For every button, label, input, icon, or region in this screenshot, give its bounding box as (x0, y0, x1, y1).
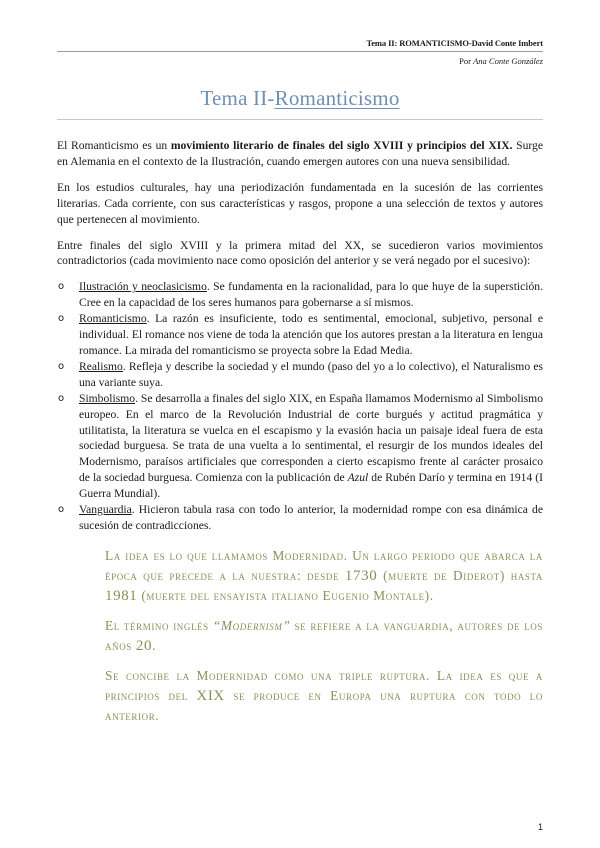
note-number: XIX (196, 687, 225, 704)
bullet-marker: o (58, 313, 65, 325)
list-item (57, 359, 543, 391)
note-text: . (152, 637, 157, 653)
header-author-prefix: Por (459, 56, 471, 66)
page-number: 1 (537, 822, 543, 832)
list-item-term: Vanguardia (79, 503, 132, 517)
paragraph-periodization: En los estudios culturales, hay una periodización fundamentada en la sucesión de las corrientes literarias. Cada corriente, con sus características y rasgos, propone a una selección de textos y autores que pertenecen al movimiento. (57, 180, 543, 226)
page-title (57, 86, 543, 111)
note-text: (muerte del ensayista italiano Eugenio Montale). (137, 587, 434, 603)
header-author-line (459, 56, 543, 66)
bullet-marker: o (58, 360, 65, 372)
list-item-text: . Se fundamenta en la racionalidad, para lo que huye de la superstición. Cree en la capacidad de los seres humanos para gobernarse a sí mismos. (79, 280, 543, 310)
list-item (57, 279, 543, 311)
list-item (57, 502, 543, 534)
list-item (57, 311, 543, 359)
intro-bold-text: movimiento literario de finales del siglo XVIII y principios del XIX. (170, 139, 513, 152)
header-author-name: Ana Conte González (473, 56, 543, 66)
note-term: “Modernism” (212, 617, 291, 633)
list-item-term: Romanticismo (79, 312, 147, 326)
note-year: 1730 (344, 567, 378, 584)
list-item (57, 391, 543, 502)
bullet-marker: o (58, 392, 65, 404)
note-text: se produce en Europa una ruptura con todo lo anterior. (105, 687, 543, 723)
paragraph-intro (57, 138, 543, 170)
document-body (57, 138, 543, 736)
list-item-italic-title: Azul (347, 471, 369, 485)
highlighted-notes (57, 546, 543, 726)
title-main: Romanticismo (274, 86, 400, 110)
note-text: El término inglés (105, 617, 213, 633)
title-divider (57, 119, 543, 120)
list-item-text-after: de Rubén Darío y termina en 1914 (I Guerra Mundial). (79, 471, 544, 501)
note-text: se refiere a la vanguardia, autores de los años (105, 617, 544, 653)
paragraph-movements: Entre finales del siglo XVIII y la primera mitad del XX, se sucedieron varios movimientos contradictorios (cada movimiento nace como oposición del anterior y se verá negado por el sucesivo): (57, 238, 543, 268)
bullet-marker: o (58, 504, 65, 516)
list-item-term: Simbolismo (79, 391, 136, 405)
header-course-line: Tema II: ROMANTICISMO-David Conte Imbert (366, 38, 543, 48)
list-item-term: Ilustración y neoclasicismo (79, 280, 207, 294)
list-item-term: Realismo (79, 359, 123, 373)
note-text: La idea es lo que llamamos Modernidad. Un largo periodo que abarca la época que precede a la nuestra: desde (105, 547, 543, 583)
list-item-text: . Refleja y describe la sociedad y el mundo (paso del yo a lo colectivo), el Naturalismo es una variante suya. (79, 359, 543, 389)
note-number: 20 (135, 637, 153, 654)
intro-text-end: Surge en Alemania en el contexto de la Ilustración, cuando emergen autores con una nueva sensibilidad. (57, 139, 543, 168)
note-text: Se concibe la Modernidad como una triple ruptura. La idea es que a principios del (105, 667, 543, 703)
note-modernity (105, 546, 543, 606)
intro-text-start: El Romanticismo es un (57, 139, 171, 152)
note-year: 1981 (105, 587, 138, 604)
bullet-marker: o (58, 281, 65, 293)
list-item-text: . Hicieron tabula rasa con todo lo anterior, la modernidad rompe con esa dinámica de sucesión de contradicciones. (79, 503, 543, 532)
note-rupture (105, 666, 543, 726)
title-prefix: Tema II- (200, 86, 275, 110)
header-divider (57, 51, 543, 52)
movements-list (57, 279, 543, 534)
list-item-text: . La razón es insuficiente, todo es sentimental, emocional, subjetivo, personal e individual. El romance nos viene de toda la atención que los autores prestan a la literatura en lengua romance. La mirada del romanticismo se proyecta sobre la Edad Media. (79, 312, 543, 357)
note-modernism (105, 616, 543, 656)
list-item-text: . Se desarrolla a finales del siglo XIX, en España llamamos Modernismo al Simbolismo europeo. En el marco de la Revolución Industrial de corte burgués y actitud pragmática y utilitatista, la literatura se vuelca en el escapismo y la evasión hacia un paisaje ideal fuera de esta sociedad burguesa. Se trata de una vuelta a lo sentimental, el resurgir de los mundos ideales del Modernismo, paraísos artificiales que corresponden a cierto escapismo frente al carácter prosaico de la sociedad burguesa. Comienza con la publicación de (79, 391, 543, 485)
note-text: (muerte de Diderot) hasta (377, 567, 543, 583)
